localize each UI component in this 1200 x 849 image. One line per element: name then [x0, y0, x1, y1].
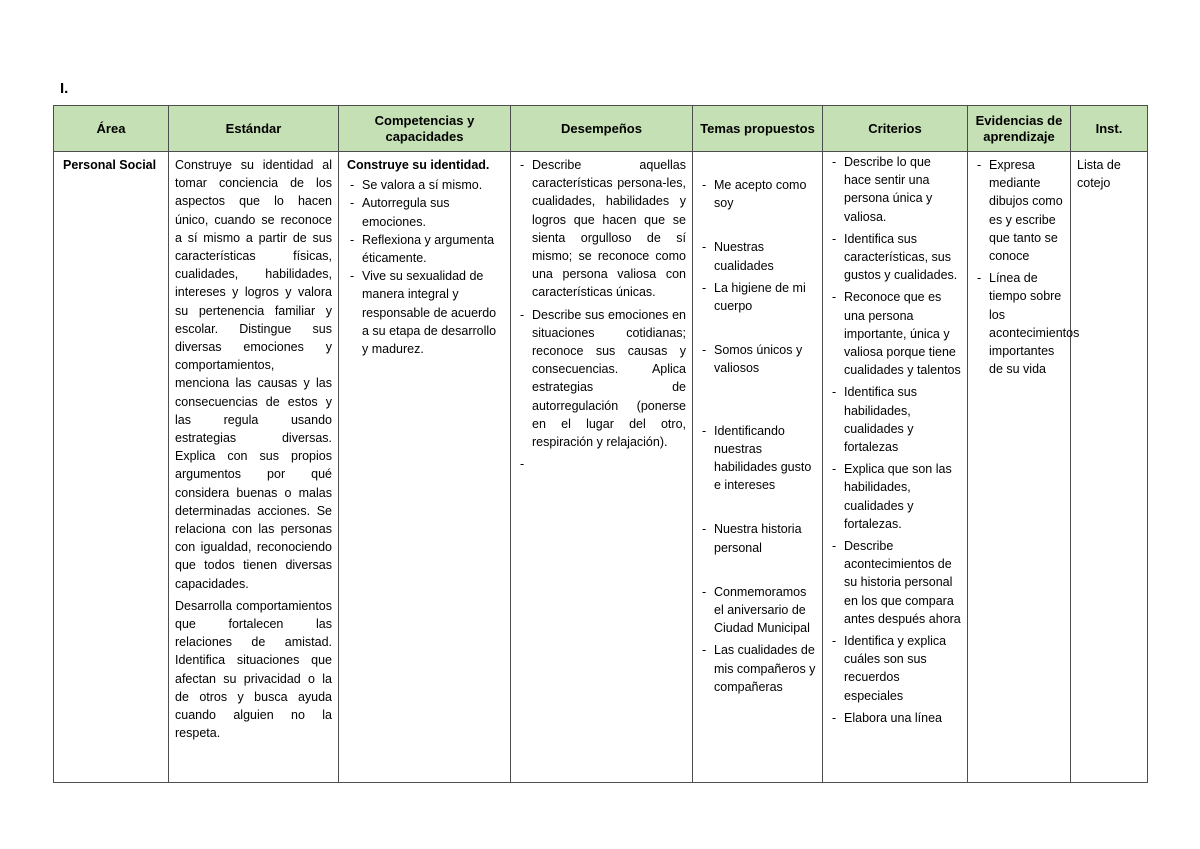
- competencia-title: Construye su identidad.: [347, 158, 490, 172]
- list-item: - Me acepto como soy: [699, 176, 816, 212]
- list-item: - Las cualidades de mis compañeros y compañeras: [699, 641, 816, 696]
- evidencias-list: [974, 156, 1080, 378]
- cell-area: [54, 152, 169, 783]
- list-item: - Se valora a sí mismo.: [347, 176, 504, 194]
- list-item: - Somos únicos y valiosos: [699, 341, 816, 377]
- criterios-list: [829, 153, 961, 727]
- header-criterios: Criterios: [823, 106, 968, 152]
- list-item: - Nuestra historia personal: [699, 520, 816, 556]
- list-item: - Describe aquellas características persona-les, cualidades, habilidades y logros que hacen que se sienta orgulloso de sí mismo; se reconoce como una persona valiosa con características únicas.: [517, 156, 686, 302]
- cell-temas: [693, 152, 823, 783]
- list-item: - Conmemoramos el aniversario de Ciudad Municipal: [699, 583, 816, 638]
- header-temas: Temas propuestos: [693, 106, 823, 152]
- list-item: - Identifica sus características, sus gustos y cualidades.: [829, 230, 961, 285]
- cell-estandar: [169, 152, 339, 783]
- header-estandar: Estándar: [169, 106, 339, 152]
- cell-evidencias: [968, 152, 1080, 783]
- list-item: - Reconoce que es una persona importante, única y valiosa porque tiene cualidades y talentos: [829, 288, 961, 379]
- capacidades-list: [347, 176, 504, 358]
- cell-criterios: [823, 152, 968, 783]
- list-item: - Identifica y explica cuáles son sus recuerdos especiales: [829, 632, 961, 705]
- cell-inst: [1071, 152, 1148, 783]
- list-item: - Línea de tiempo sobre los acontecimientos importantes de su vida: [974, 269, 1064, 378]
- list-item: - Identificando nuestras habilidades gusto e intereses: [699, 422, 816, 495]
- list-item: - Describe sus emociones en situaciones cotidianas; reconoce sus causas y consecuencias. Aplica estrategias de autorregulación (ponerse en el lugar del otro, respiración y relajación).: [517, 306, 686, 452]
- list-item: - Identifica sus habilidades, cualidades y fortalezas: [829, 383, 961, 456]
- list-item: - Describe acontecimientos de su historia personal en los que compara antes después ahora: [829, 537, 961, 628]
- cell-competencias: [339, 152, 511, 783]
- list-item: - Autorregula sus emociones.: [347, 194, 504, 230]
- desempenos-list: [517, 156, 686, 451]
- list-item: - Vive su sexualidad de manera integral y responsable de acuerdo a su etapa de desarrollo y madurez.: [347, 267, 504, 358]
- estandar-paragraph-2: Desarrolla comportamientos que fortalecen las relaciones de amistad. Identifica situaciones que afectan su privacidad o la de otros y busca ayuda cuando alguien no la respeta.: [175, 598, 332, 741]
- list-item: - Reflexiona y argumenta éticamente.: [347, 231, 504, 267]
- header-desempenos: Desempeños: [511, 106, 693, 152]
- section-label: I.: [60, 80, 69, 97]
- temas-list: [699, 176, 816, 696]
- area-name: Personal Social: [63, 158, 157, 172]
- table-row: [54, 152, 1148, 783]
- curriculum-table: [53, 105, 1148, 783]
- list-item: - Elabora una línea: [829, 709, 961, 727]
- cell-desempenos: [511, 152, 693, 783]
- list-item: - Explica que son las habilidades, cualidades y fortalezas.: [829, 460, 961, 533]
- list-item: - Nuestras cualidades: [699, 238, 816, 274]
- inst-value: Lista de cotejo: [1077, 158, 1121, 191]
- header-inst: Inst.: [1071, 106, 1148, 152]
- header-area: Área: [54, 106, 169, 152]
- list-item: - Expresa mediante dibujos como es y escribe que tanto se conoce: [974, 156, 1064, 265]
- header-competencias: Competencias y capacidades: [339, 106, 511, 152]
- estandar-paragraph-1: Construye su identidad al tomar conciencia de los aspectos que lo hacen único, cuando se reconoce a sí mismo a partir de sus características físicas, cualidades, habilidades, intereses y logros y valora su pertenencia familiar y escolar. Distingue sus diversas emociones y comportamientos, menciona las causas y las consecuencias de estos y las regula usando estrategias diversas. Explica con sus propios argumentos por qué considera buenas o malas determinadas acciones. Se relaciona con las personas con igualdad, reconociendo que todos tienen diversas capacidades.: [175, 158, 332, 591]
- list-item: - La higiene de mi cuerpo: [699, 279, 816, 315]
- header-row: [54, 106, 1148, 152]
- list-item: - Describe lo que hace sentir una persona única y valiosa.: [829, 153, 961, 226]
- header-evidencias: Evidencias de aprendizaje: [968, 106, 1071, 152]
